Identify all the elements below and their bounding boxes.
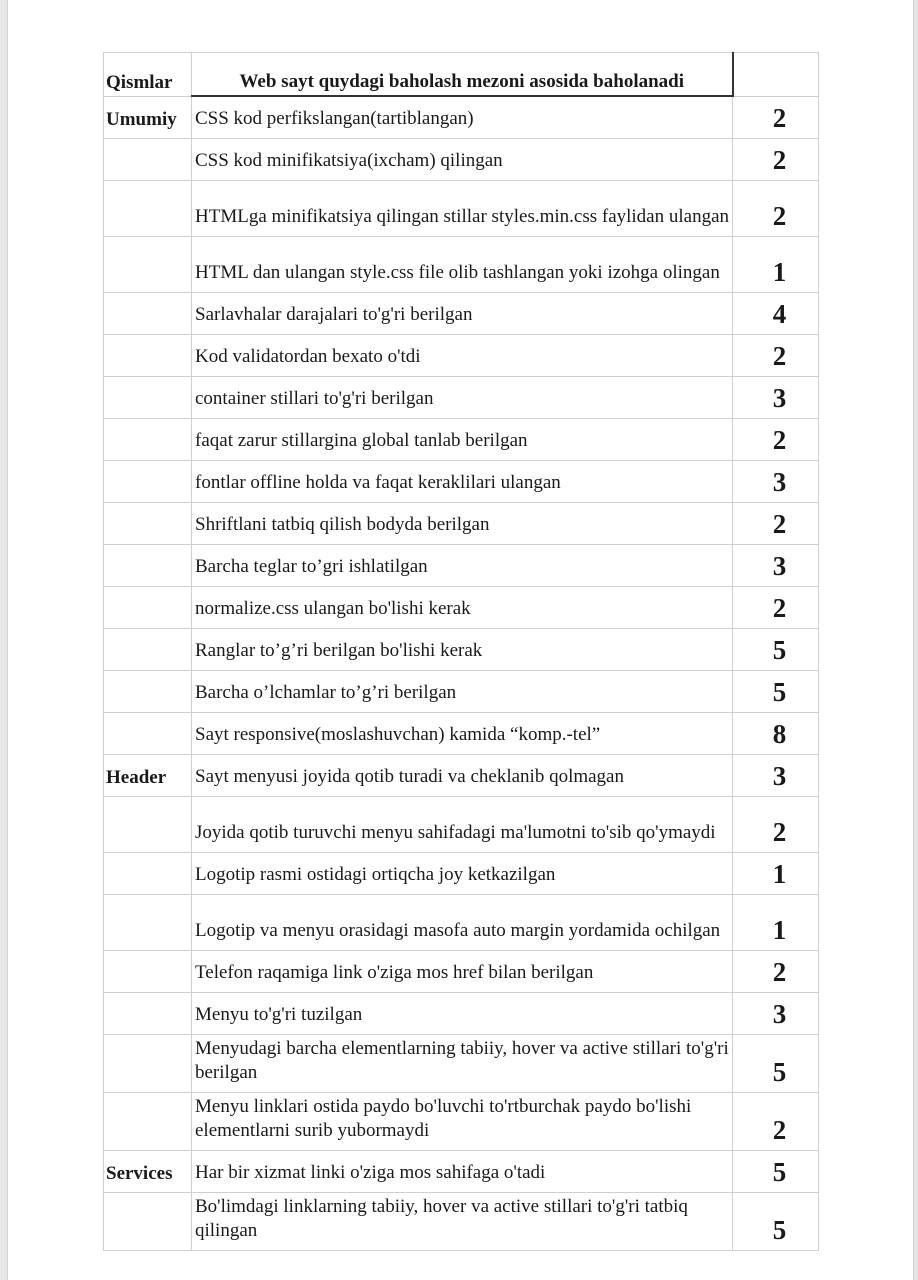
- row-criteria: Sayt menyusi joyida qotib turadi va cheklanib qolmagan: [192, 755, 733, 797]
- row-criteria: HTML dan ulangan style.css file olib tashlangan yoki izohga olingan: [192, 237, 733, 293]
- row-section: [104, 419, 192, 461]
- row-score: 3: [733, 545, 819, 587]
- table-row: [104, 1193, 819, 1251]
- row-section: [104, 895, 192, 951]
- table-row: [104, 895, 819, 951]
- row-criteria: Barcha o’lchamlar to’g’ri berilgan: [192, 671, 733, 713]
- row-section: [104, 713, 192, 755]
- table-row: [104, 335, 819, 377]
- table-row: [104, 587, 819, 629]
- table-row: [104, 181, 819, 237]
- table-row: [104, 1035, 819, 1093]
- table-row: [104, 797, 819, 853]
- table-row: [104, 503, 819, 545]
- row-criteria: HTMLga minifikatsiya qilingan stillar styles.min.css faylidan ulangan: [192, 181, 733, 237]
- row-section: [104, 1193, 192, 1251]
- table-row: [104, 853, 819, 895]
- row-criteria: Telefon raqamiga link o'ziga mos href bilan berilgan: [192, 951, 733, 993]
- row-score: 2: [733, 797, 819, 853]
- row-criteria: normalize.css ulangan bo'lishi kerak: [192, 587, 733, 629]
- header-row: [104, 53, 819, 97]
- row-score: 2: [733, 951, 819, 993]
- table-row: [104, 237, 819, 293]
- row-section: [104, 1035, 192, 1093]
- table-row: [104, 96, 819, 139]
- row-score: 2: [733, 503, 819, 545]
- table-row: [104, 1093, 819, 1151]
- row-section: [104, 181, 192, 237]
- row-score: 5: [733, 1193, 819, 1251]
- table-row: [104, 293, 819, 335]
- row-section: Header: [104, 755, 192, 797]
- row-criteria: Shriftlani tatbiq qilish bodyda berilgan: [192, 503, 733, 545]
- table-row: [104, 377, 819, 419]
- row-criteria: Barcha teglar to’gri ishlatilgan: [192, 545, 733, 587]
- row-section: [104, 503, 192, 545]
- row-score: 2: [733, 181, 819, 237]
- row-score: 8: [733, 713, 819, 755]
- row-criteria: Ranglar to’g’ri berilgan bo'lishi kerak: [192, 629, 733, 671]
- table-row: [104, 419, 819, 461]
- header-section: Qismlar: [104, 53, 192, 97]
- row-score: 1: [733, 853, 819, 895]
- row-criteria: container stillari to'g'ri berilgan: [192, 377, 733, 419]
- row-score: 5: [733, 1151, 819, 1193]
- row-score: 3: [733, 377, 819, 419]
- row-section: [104, 293, 192, 335]
- row-criteria: fontlar offline holda va faqat keraklilari ulangan: [192, 461, 733, 503]
- page-edge-left: [0, 0, 8, 1280]
- row-criteria: Logotip va menyu orasidagi masofa auto margin yordamida ochilgan: [192, 895, 733, 951]
- row-score: 2: [733, 1093, 819, 1151]
- table-row: [104, 993, 819, 1035]
- criteria-table: [103, 52, 819, 1251]
- row-section: [104, 853, 192, 895]
- row-criteria: CSS kod minifikatsiya(ixcham) qilingan: [192, 139, 733, 181]
- table-row: [104, 1151, 819, 1193]
- row-section: [104, 629, 192, 671]
- row-score: 5: [733, 671, 819, 713]
- page-edge-right: [913, 0, 918, 1280]
- row-criteria: Menyudagi barcha elementlarning tabiiy, hover va active stillari to'g'ri berilgan: [192, 1035, 733, 1093]
- row-score: 3: [733, 755, 819, 797]
- row-section: [104, 335, 192, 377]
- row-score: 5: [733, 1035, 819, 1093]
- header-score: [733, 53, 819, 97]
- row-criteria: Har bir xizmat linki o'ziga mos sahifaga o'tadi: [192, 1151, 733, 1193]
- row-section: [104, 671, 192, 713]
- row-score: 1: [733, 895, 819, 951]
- table-body: [104, 96, 819, 1251]
- table-row: [104, 629, 819, 671]
- row-score: 3: [733, 993, 819, 1035]
- row-score: 2: [733, 587, 819, 629]
- row-section: [104, 139, 192, 181]
- row-score: 2: [733, 96, 819, 139]
- row-section: [104, 461, 192, 503]
- row-criteria: CSS kod perfikslangan(tartiblangan): [192, 96, 733, 139]
- row-criteria: Sarlavhalar darajalari to'g'ri berilgan: [192, 293, 733, 335]
- row-criteria: Bo'limdagi linklarning tabiiy, hover va active stillari to'g'ri tatbiq qilingan: [192, 1193, 733, 1251]
- row-criteria: Logotip rasmi ostidagi ortiqcha joy ketkazilgan: [192, 853, 733, 895]
- row-criteria: faqat zarur stillargina global tanlab berilgan: [192, 419, 733, 461]
- row-score: 3: [733, 461, 819, 503]
- row-section: [104, 545, 192, 587]
- row-score: 2: [733, 139, 819, 181]
- row-section: [104, 377, 192, 419]
- row-score: 2: [733, 419, 819, 461]
- row-criteria: Menyu to'g'ri tuzilgan: [192, 993, 733, 1035]
- table-row: [104, 671, 819, 713]
- table-row: [104, 755, 819, 797]
- row-section: [104, 993, 192, 1035]
- row-section: [104, 1093, 192, 1151]
- row-section: Services: [104, 1151, 192, 1193]
- table-row: [104, 139, 819, 181]
- table-row: [104, 461, 819, 503]
- table-row: [104, 951, 819, 993]
- row-criteria: Kod validatordan bexato o'tdi: [192, 335, 733, 377]
- row-criteria: Joyida qotib turuvchi menyu sahifadagi ma'lumotni to'sib qo'ymaydi: [192, 797, 733, 853]
- row-score: 4: [733, 293, 819, 335]
- row-section: [104, 951, 192, 993]
- row-score: 5: [733, 629, 819, 671]
- row-section: [104, 797, 192, 853]
- row-criteria: Menyu linklari ostida paydo bo'luvchi to'rtburchak paydo bo'lishi elementlarni surib yubormaydi: [192, 1093, 733, 1151]
- table-row: [104, 713, 819, 755]
- row-score: 2: [733, 335, 819, 377]
- row-section: [104, 237, 192, 293]
- row-criteria: Sayt responsive(moslashuvchan) kamida “komp.-tel”: [192, 713, 733, 755]
- row-section: [104, 587, 192, 629]
- table-row: [104, 545, 819, 587]
- row-section: Umumiy: [104, 96, 192, 139]
- header-criteria: Web sayt quydagi baholash mezoni asosida baholanadi: [192, 53, 733, 97]
- row-score: 1: [733, 237, 819, 293]
